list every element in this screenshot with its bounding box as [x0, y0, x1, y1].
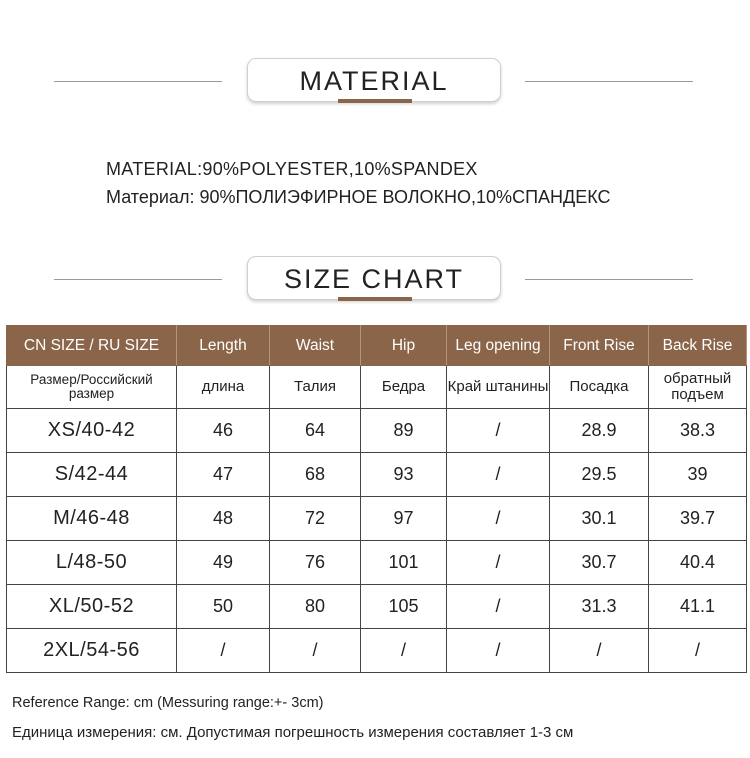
- size-cell: S/42-44: [7, 453, 177, 497]
- column-header-length: Length: [177, 326, 270, 366]
- heading-pill: [247, 256, 501, 300]
- measurement-cell: 64: [270, 409, 361, 453]
- size-chart-heading: [0, 256, 750, 304]
- measurement-cell: /: [447, 629, 550, 673]
- size-chart-heading-text: SIZE CHART: [283, 264, 465, 294]
- table-row: [7, 541, 747, 585]
- column-header-ru: длина: [177, 366, 270, 409]
- measurement-cell: 30.1: [550, 497, 649, 541]
- measurement-cell: 39: [649, 453, 747, 497]
- measurement-cell: 41.1: [649, 585, 747, 629]
- measurement-cell: /: [177, 629, 270, 673]
- column-header-ru: Бедра: [361, 366, 447, 409]
- measurement-cell: 28.9: [550, 409, 649, 453]
- measurement-cell: /: [447, 453, 550, 497]
- heading-pill: [247, 58, 501, 102]
- size-chart-table: [6, 325, 747, 673]
- column-header-ru: Размер/Российский размер: [7, 366, 177, 409]
- size-cell: XL/50-52: [7, 585, 177, 629]
- table-row: [7, 629, 747, 673]
- size-cell: XS/40-42: [7, 409, 177, 453]
- measurement-cell: 76: [270, 541, 361, 585]
- measurement-cell: 39.7: [649, 497, 747, 541]
- table-row: [7, 497, 747, 541]
- table-row: [7, 409, 747, 453]
- column-header-size: CN SIZE / RU SIZE: [7, 326, 177, 366]
- measurement-note-en: Reference Range: cm (Messuring range:+- 3cm): [12, 695, 324, 711]
- measurement-cell: 89: [361, 409, 447, 453]
- measurement-cell: 80: [270, 585, 361, 629]
- material-composition-ru: Материал: 90%ПОЛИЭФИРНОЕ ВОЛОКНО,10%СПАНДЕКС: [106, 187, 611, 207]
- measurement-cell: 46: [177, 409, 270, 453]
- header-row-ru: [7, 366, 747, 409]
- measurement-cell: 101: [361, 541, 447, 585]
- measurement-cell: 29.5: [550, 453, 649, 497]
- column-header-front-rise: Front Rise: [550, 326, 649, 366]
- heading-underline: [338, 99, 412, 103]
- column-header-leg-opening: Leg opening: [447, 326, 550, 366]
- measurement-cell: /: [447, 409, 550, 453]
- measurement-cell: 105: [361, 585, 447, 629]
- material-heading: [0, 58, 750, 106]
- measurement-cell: 49: [177, 541, 270, 585]
- measurement-cell: 31.3: [550, 585, 649, 629]
- measurement-cell: 72: [270, 497, 361, 541]
- measurement-cell: /: [270, 629, 361, 673]
- material-composition-en: MATERIAL:90%POLYESTER,10%SPANDEX: [106, 159, 478, 179]
- column-header-ru: обратный подъем: [649, 366, 747, 409]
- column-header-ru: Край штанины: [447, 366, 550, 409]
- column-header-ru: Талия: [270, 366, 361, 409]
- measurement-cell: /: [649, 629, 747, 673]
- measurement-cell: /: [447, 541, 550, 585]
- column-header-waist: Waist: [270, 326, 361, 366]
- divider-line: [54, 279, 222, 280]
- measurement-cell: 50: [177, 585, 270, 629]
- measurement-cell: 97: [361, 497, 447, 541]
- size-cell: 2XL/54-56: [7, 629, 177, 673]
- measurement-cell: /: [447, 497, 550, 541]
- divider-line: [525, 279, 693, 280]
- header-row-en: [7, 326, 747, 366]
- measurement-cell: 40.4: [649, 541, 747, 585]
- measurement-cell: 30.7: [550, 541, 649, 585]
- measurement-cell: /: [550, 629, 649, 673]
- measurement-cell: /: [361, 629, 447, 673]
- divider-line: [54, 81, 222, 82]
- column-header-ru: Посадка: [550, 366, 649, 409]
- column-header-hip: Hip: [361, 326, 447, 366]
- measurement-cell: 48: [177, 497, 270, 541]
- measurement-cell: 93: [361, 453, 447, 497]
- measurement-cell: 47: [177, 453, 270, 497]
- table-row: [7, 585, 747, 629]
- column-header-back-rise: Back Rise: [649, 326, 747, 366]
- table-row: [7, 453, 747, 497]
- size-cell: M/46-48: [7, 497, 177, 541]
- divider-line: [525, 81, 693, 82]
- size-cell: L/48-50: [7, 541, 177, 585]
- measurement-cell: 68: [270, 453, 361, 497]
- material-heading-text: MATERIAL: [299, 66, 449, 96]
- measurement-cell: 38.3: [649, 409, 747, 453]
- measurement-cell: /: [447, 585, 550, 629]
- measurement-note-ru: Единица измерения: см. Допустимая погрешность измерения составляет 1-3 см: [12, 724, 574, 741]
- heading-underline: [338, 297, 412, 301]
